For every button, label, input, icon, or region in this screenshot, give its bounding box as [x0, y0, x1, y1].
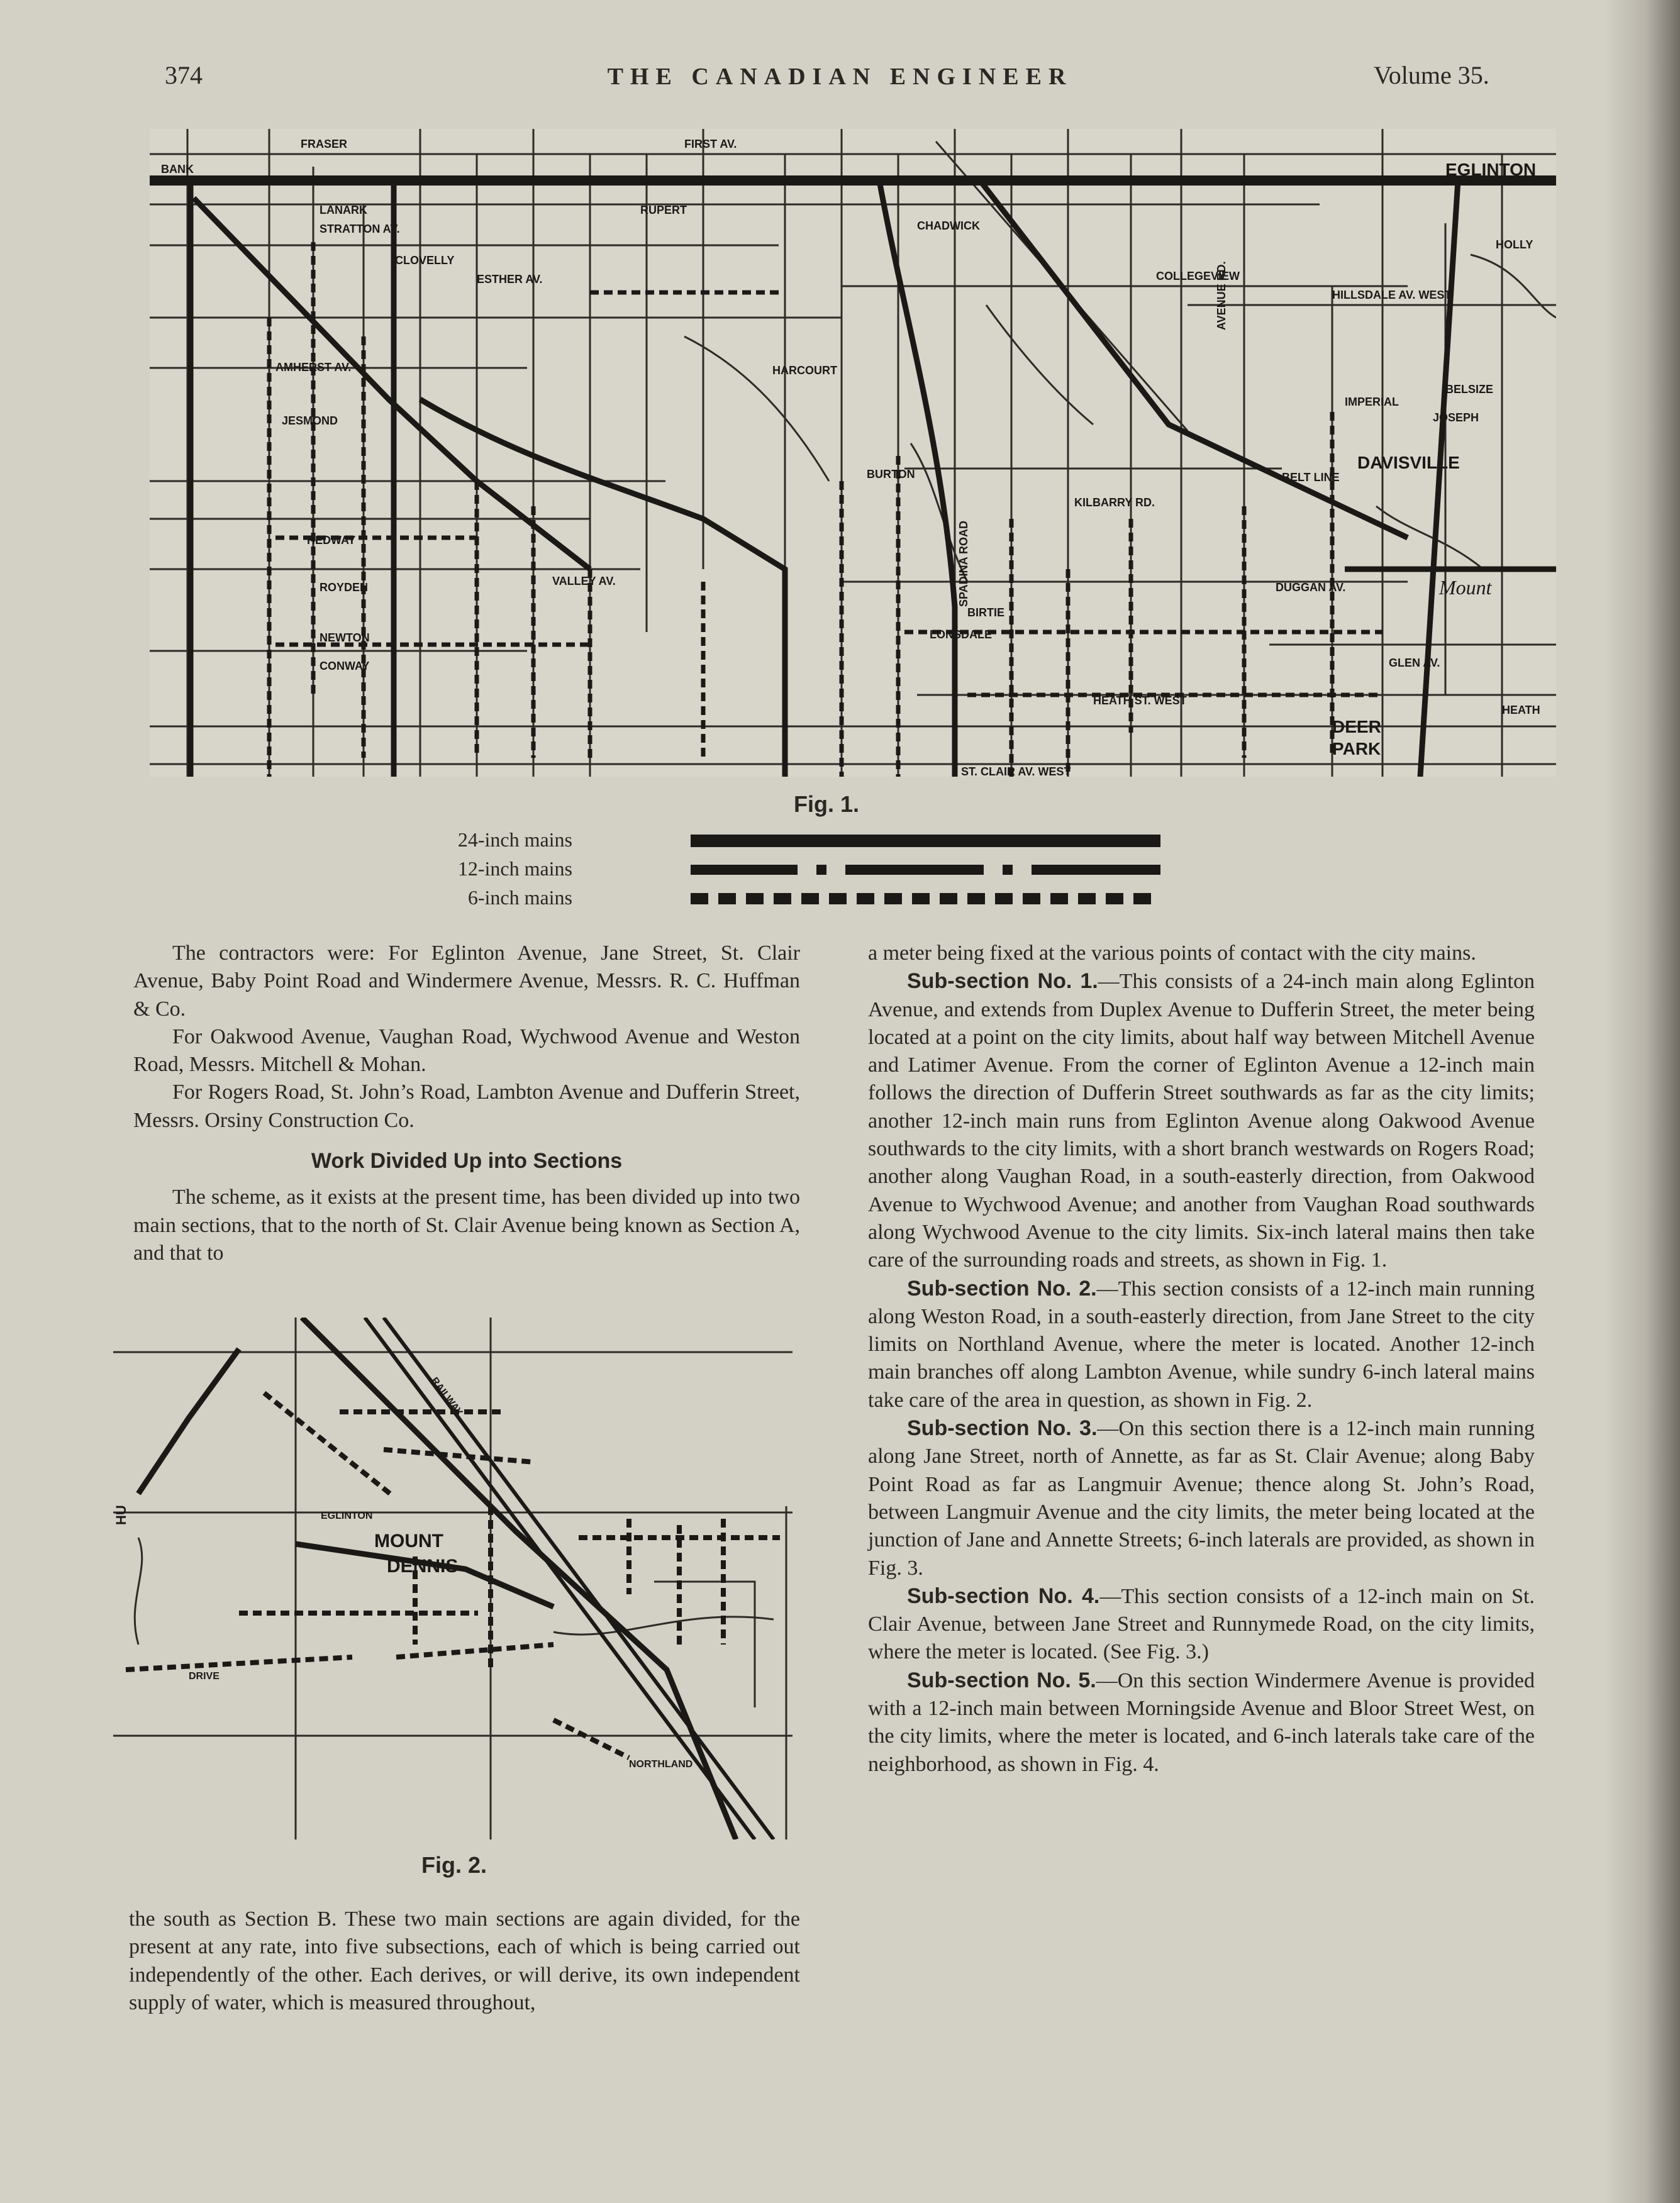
map-label: RAILWAY: [428, 1375, 465, 1418]
legend-row-12-inch: [457, 855, 1170, 884]
map-label: DUGGAN AV.: [1276, 581, 1346, 594]
map-label: CLOVELLY: [395, 254, 455, 267]
map-label: HARCOURT: [772, 364, 837, 377]
paragraph: the south as Section B. These two main sections are again divided, for the present at any rate, into five subsections, each of which is being carried out independently of the other. Each derives, or will derive, its own independent supply of water, which is measured throughout,: [129, 1907, 800, 2014]
subsection-label: Sub-section No. 4.: [907, 1584, 1100, 1608]
map-label: HOLLY: [1496, 238, 1533, 251]
map-label: HEATH ST. WEST: [1093, 694, 1187, 707]
map-label: SPADINA ROAD: [957, 520, 970, 607]
map-label: JOSEPH: [1433, 411, 1479, 424]
subsection-1: [868, 967, 1535, 1274]
subsection-2: [868, 1275, 1535, 1414]
page-edge-shadow: [1605, 0, 1680, 2203]
map-label: NEWTON: [320, 631, 370, 644]
map-label: BELSIZE: [1445, 383, 1494, 396]
map-label: HILLSDALE AV. WEST: [1332, 289, 1452, 301]
subsection-label: Sub-section No. 2.: [907, 1276, 1097, 1301]
map-label: RUPERT: [640, 204, 687, 216]
map-label: ESTHER AV.: [477, 273, 543, 286]
subsection-text: —This section consists of a 12-inch main running along Weston Road, in a south-easterly direction, from Jane Street to the city limits on Northland Avenue, where the meter is located. Another 12-inch main branches off along Lambton Avenue, while sundry 6-inch lateral mains take care of the area in question, as shown in Fig. 2.: [868, 1277, 1535, 1412]
map-label: VALLEY AV.: [552, 575, 616, 587]
paragraph: The scheme, as it exists at the present time, has been divided up into two main sections, that to the north of St. Clair Avenue being known as Section A, and that to: [133, 1185, 800, 1265]
map-label: IMPERIAL: [1345, 396, 1399, 408]
map-label: BIRTIE: [967, 606, 1005, 619]
map-label: AVENUE RD.: [1215, 261, 1228, 330]
map-label: FRASER: [301, 138, 348, 150]
map-label: DRIVE: [189, 1671, 220, 1682]
map-label: STRATTON AV.: [320, 223, 400, 235]
map-label: LONSDALE: [930, 628, 992, 641]
subsection-4: [868, 1582, 1535, 1667]
legend-row-24-inch: [457, 826, 1170, 855]
legend-24-inch-line: [691, 835, 1160, 847]
paragraph: For Rogers Road, St. John’s Road, Lambton Avenue and Dufferin Street, Messrs. Orsiny Construction Co.: [133, 1080, 800, 1132]
journal-title: THE CANADIAN ENGINEER: [607, 64, 1073, 90]
subsection-text: —This consists of a 24-inch main along Eglinton Avenue, and extends from Duplex Avenue to Dufferin Street, the meter being located at a point on the city limits, about half way between Mitchell Avenue and Latimer Avenue. From the corner of Eglinton Avenue a 12-inch main follows the direction of Dufferin Street southwards as far as the city limits; another 12-inch main runs from Eglinton Avenue along Oakwood Avenue southwards to the city limits, with a short branch westwards on Rogers Road; another along Vaughan Road, in a south-easterly direction, from Oakwood Avenue to Wychwood Avenue; and another from Vaughan Road southwards along Wychwood Avenue to the city limits. Six-inch lateral mains then take care of the surrounding roads and streets, as shown in Fig. 1.: [868, 970, 1535, 1272]
left-column-continuation: [129, 1906, 800, 2017]
map-label: HU: [113, 1505, 129, 1525]
map-label: COLLEGEVIEW: [1156, 270, 1240, 282]
legend-label: 12-inch mains: [457, 857, 572, 880]
legend-label: 6-inch mains: [467, 886, 572, 909]
map-label: DEER: [1332, 717, 1381, 736]
legend-6-inch-line: [691, 892, 1160, 905]
map-label: CHADWICK: [917, 219, 980, 232]
map-label: ST. CLAIR AV. WEST: [961, 765, 1071, 777]
map-label: DAVISVILLE: [1357, 453, 1460, 472]
map-label: MOUNT: [374, 1531, 443, 1551]
map-label: DENNIS: [387, 1556, 459, 1577]
map-label: KILBARRY RD.: [1074, 496, 1155, 509]
figure-1-map: [150, 129, 1556, 777]
map-label: BURTON: [867, 468, 915, 480]
map-label: Mount: [1439, 576, 1492, 599]
legend-label: 24-inch mains: [457, 828, 572, 851]
paragraph: a meter being fixed at the various points of contact with the city mains.: [868, 941, 1476, 965]
map-label: GLEN AV.: [1389, 657, 1440, 669]
map-label: EGLINTON: [321, 1511, 373, 1521]
map-label: HEDWAY: [307, 534, 356, 547]
map-label: NORTHLAND: [629, 1759, 693, 1770]
subsection-label: Sub-section No. 5.: [907, 1668, 1096, 1692]
map-label: ROYDEN: [320, 581, 369, 594]
map-label: EGLINTON: [1445, 160, 1537, 179]
legend-row-6-inch: [467, 884, 1170, 913]
figure-2-caption: Fig. 2.: [421, 1852, 487, 1878]
map-label: BELT LINE: [1282, 471, 1340, 484]
right-column-text: [868, 940, 1535, 1778]
paragraph: The contractors were: For Eglinton Avenue, Jane Street, St. Clair Avenue, Baby Point Road and Windermere Avenue, Messrs. R. C. Huffman & Co.: [133, 941, 800, 1021]
left-column-text: [133, 940, 800, 1267]
subsection-5: [868, 1667, 1535, 1778]
map-label: HEATH: [1502, 704, 1540, 716]
subsection-text: —On this section there is a 12-inch main running along Jane Street, north of Annette, as far as St. Clair Avenue; along Baby Point Road as far as Langmuir Avenue; thence along St. John’s Road, between Langmuir Avenue and the city limits, the meter being located at the junction of Jane and Annette Streets; 6-inch laterals are provided, as shown in Fig. 3.: [868, 1417, 1535, 1580]
subsection-3: [868, 1414, 1535, 1582]
map-label: BANK: [161, 163, 194, 175]
volume-label: Volume 35.: [1374, 61, 1489, 89]
map-label: CONWAY: [320, 660, 370, 672]
legend-12-inch-line: [691, 863, 1160, 876]
map-legend: [457, 826, 1170, 913]
subsection-label: Sub-section No. 1.: [907, 969, 1098, 994]
map-label: FIRST AV.: [684, 138, 737, 150]
subsection-text: —This section consists of a 12-inch main on St. Clair Avenue, between Jane Street and Runnymede Road, on the city limits, where the meter is located. (See Fig. 3.): [868, 1584, 1535, 1664]
subsection-label: Sub-section No. 3.: [907, 1416, 1098, 1441]
subsection-text: —On this section Windermere Avenue is provided with a 12-inch main between Morningside Avenue and Bloor Street West, on the city limits, where the meter is located, and 6-inch laterals take care of the neighborhood, as shown in Fig. 4.: [868, 1668, 1535, 1776]
map-label: PARK: [1332, 739, 1381, 758]
map-label: JESMOND: [282, 414, 338, 427]
paragraph: For Oakwood Avenue, Vaughan Road, Wychwood Avenue and Weston Road, Messrs. Mitchell & Mohan.: [133, 1024, 800, 1077]
page-number: 374: [165, 61, 203, 89]
map-label: LANARK: [320, 204, 367, 216]
figure-1-caption: Fig. 1.: [794, 791, 860, 817]
section-heading: Work Divided Up into Sections: [311, 1149, 623, 1174]
map-label: AMHERST AV.: [275, 361, 352, 374]
figure-2-map: [113, 1318, 793, 1840]
